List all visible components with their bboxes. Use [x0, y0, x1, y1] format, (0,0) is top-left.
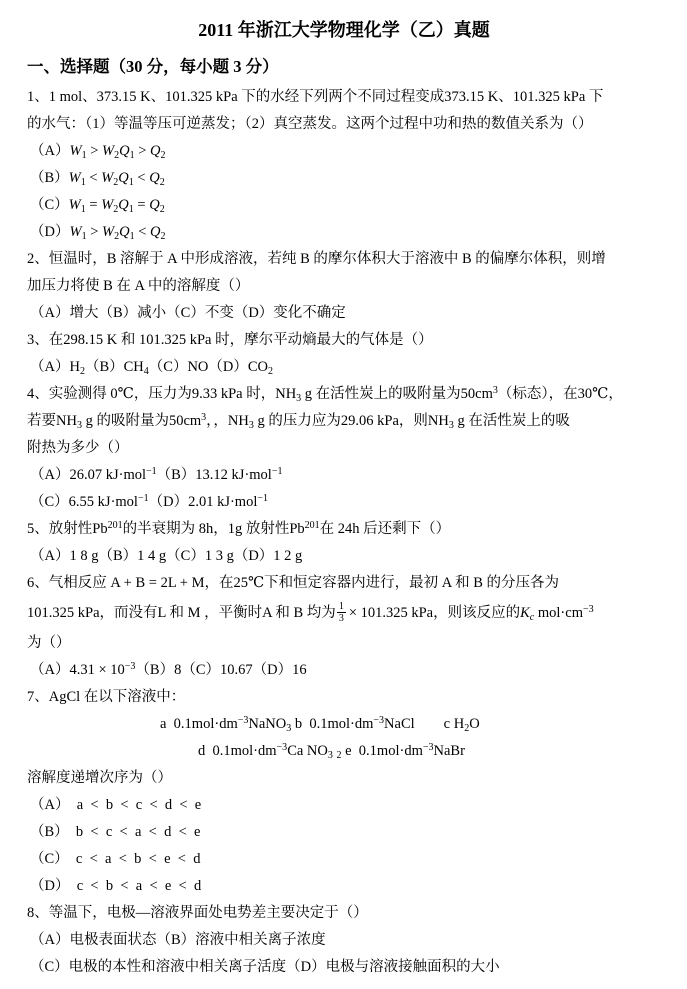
page-title: 2011 年浙江大学物理化学（乙）真题 — [198, 20, 490, 40]
question-4-options-cd: （C）6.55 kJ·mol$^{-1}$（D）2.01 kJ·mol$^{-1}$ — [30, 493, 268, 510]
document-body — [27, 84, 661, 981]
question-4-text-2: 若要$NH_3$ g 的吸附量为$50cm^3$，，$NH_3$ g 的压力应为29.06 kPa，则$NH_3$ g 在活性炭上的吸 — [27, 412, 570, 431]
question-7-option-c: （C） c < a < b < e < d — [30, 851, 201, 867]
question-6-text-3: 为（） — [27, 635, 71, 651]
question-3-options: $(A)H_2(B)CH_4(C)NO(D)CO_2$ — [30, 359, 274, 377]
question-2-options: （A）增大（B）减小（C）不变（D）变化不确定 — [30, 305, 346, 321]
question-5-options: （A）1 8 g（B）1 4 g（C）1 3 g（D）1 2 g — [30, 548, 303, 564]
question-4-text-3: 附热为多少（） — [27, 440, 129, 456]
question-3-text: 3、在298.15 K 和 101.325 kPa 时，摩尔平动熵最大的气体是（） — [27, 332, 433, 348]
question-7-option-b: （B） b < c < a < d < e — [30, 824, 201, 840]
question-8-options-ab: （A）电极表面状态（B）溶液中相关离子浓度 — [30, 932, 326, 948]
question-7-text: 7、AgCl 在以下溶液中： — [27, 689, 186, 705]
question-7-option-a: （A） a < b < c < d < e — [30, 797, 202, 813]
question-6-options: $(A)4.31 \times 10^{-3}(B)8(C)10.67(D)16$ — [30, 661, 307, 678]
question-1-option-d: $(D)W_1 > W_2Q_1 < Q_2$ — [30, 224, 166, 242]
section-heading: 一、选择题（30 分，每小题 3 分） — [27, 57, 279, 76]
question-6-text-1: 6、气相反应 A + B = 2L + M，在25℃下和恒定容器内进行，最初 A 和 B 的分压各为 — [27, 575, 560, 591]
question-2-text-1: 2、恒温时，B 溶解于 A 中形成溶液，若纯 B 的摩尔体积大于溶液中 B 的偏摩尔体积，则增 — [27, 251, 606, 267]
fraction: $\frac{1}{3}$ — [338, 601, 344, 625]
question-1-option-b: $(B)W_1 < W_2Q_1 < Q_2$ — [30, 170, 165, 188]
question-7-option-d: （D） c < b < a < e < d — [30, 878, 202, 894]
question-6-text-2: 101.325 kPa，而没有L 和 M ，平衡时A 和 B 均为 $\frac{1}{3}$ × 101.325 kPa，则该反应的$K_c$ $mol\cdot cm^{-3}$ — [27, 601, 594, 625]
question-4-options-ab: （A）26.07 kJ·mol$^{-1}$（B）13.12 kJ·mol$^{-1}$ — [30, 466, 283, 483]
question-7-prompt: 溶解度递增次序为（） — [27, 770, 172, 786]
question-7-solutions-abc: a $0.1mol\cdot dm^{-3}NaNO_3$ b $0.1mol\cdot dm^{-3}NaCl$ c $H_2O$ — [160, 715, 480, 734]
question-5-text: 5、放射性Pb$^{201}$的半衰期为 8h，1g 放射性Pb$^{201}$在 24h 后还剩下（） — [27, 520, 451, 537]
question-1-option-a: $(A)W_1 > W_2Q_1 > Q_2$ — [30, 143, 166, 161]
question-8-text: 8、等温下，电极—溶液界面处电势差主要决定于（） — [27, 905, 368, 921]
question-1-text-1: 1、1 mol、373.15 K、101.325 kPa 下的水经下列两个不同过程变成373.15 K、101.325 kPa 下 — [27, 89, 604, 105]
question-1-option-c: $(C)W_1 = W_2Q_1 = Q_2$ — [30, 197, 165, 215]
question-2-text-2: 加压力将使 B 在 A 中的溶解度（） — [27, 278, 250, 294]
question-7-solutions-de: d $0.1mol\cdot dm^{-3}Ca$ $NO_3$ $_2$ e $0.1mol\cdot dm^{-3}NaBr$ — [198, 742, 465, 761]
question-4-text-1: 4、实验测得 0℃，压力为9.33 kPa 时，$NH_3$ g 在活性炭上的吸附量为$50cm^3$（标态），在30℃， — [27, 385, 623, 404]
question-8-options-cd: （C）电极的本性和溶液中相关离子活度（D）电极与溶液接触面积的大小 — [30, 959, 500, 975]
question-1-text-2: 的水气：（1）等温等压可逆蒸发；（2）真空蒸发。这两个过程中功和热的数值关系为（） — [27, 116, 593, 132]
